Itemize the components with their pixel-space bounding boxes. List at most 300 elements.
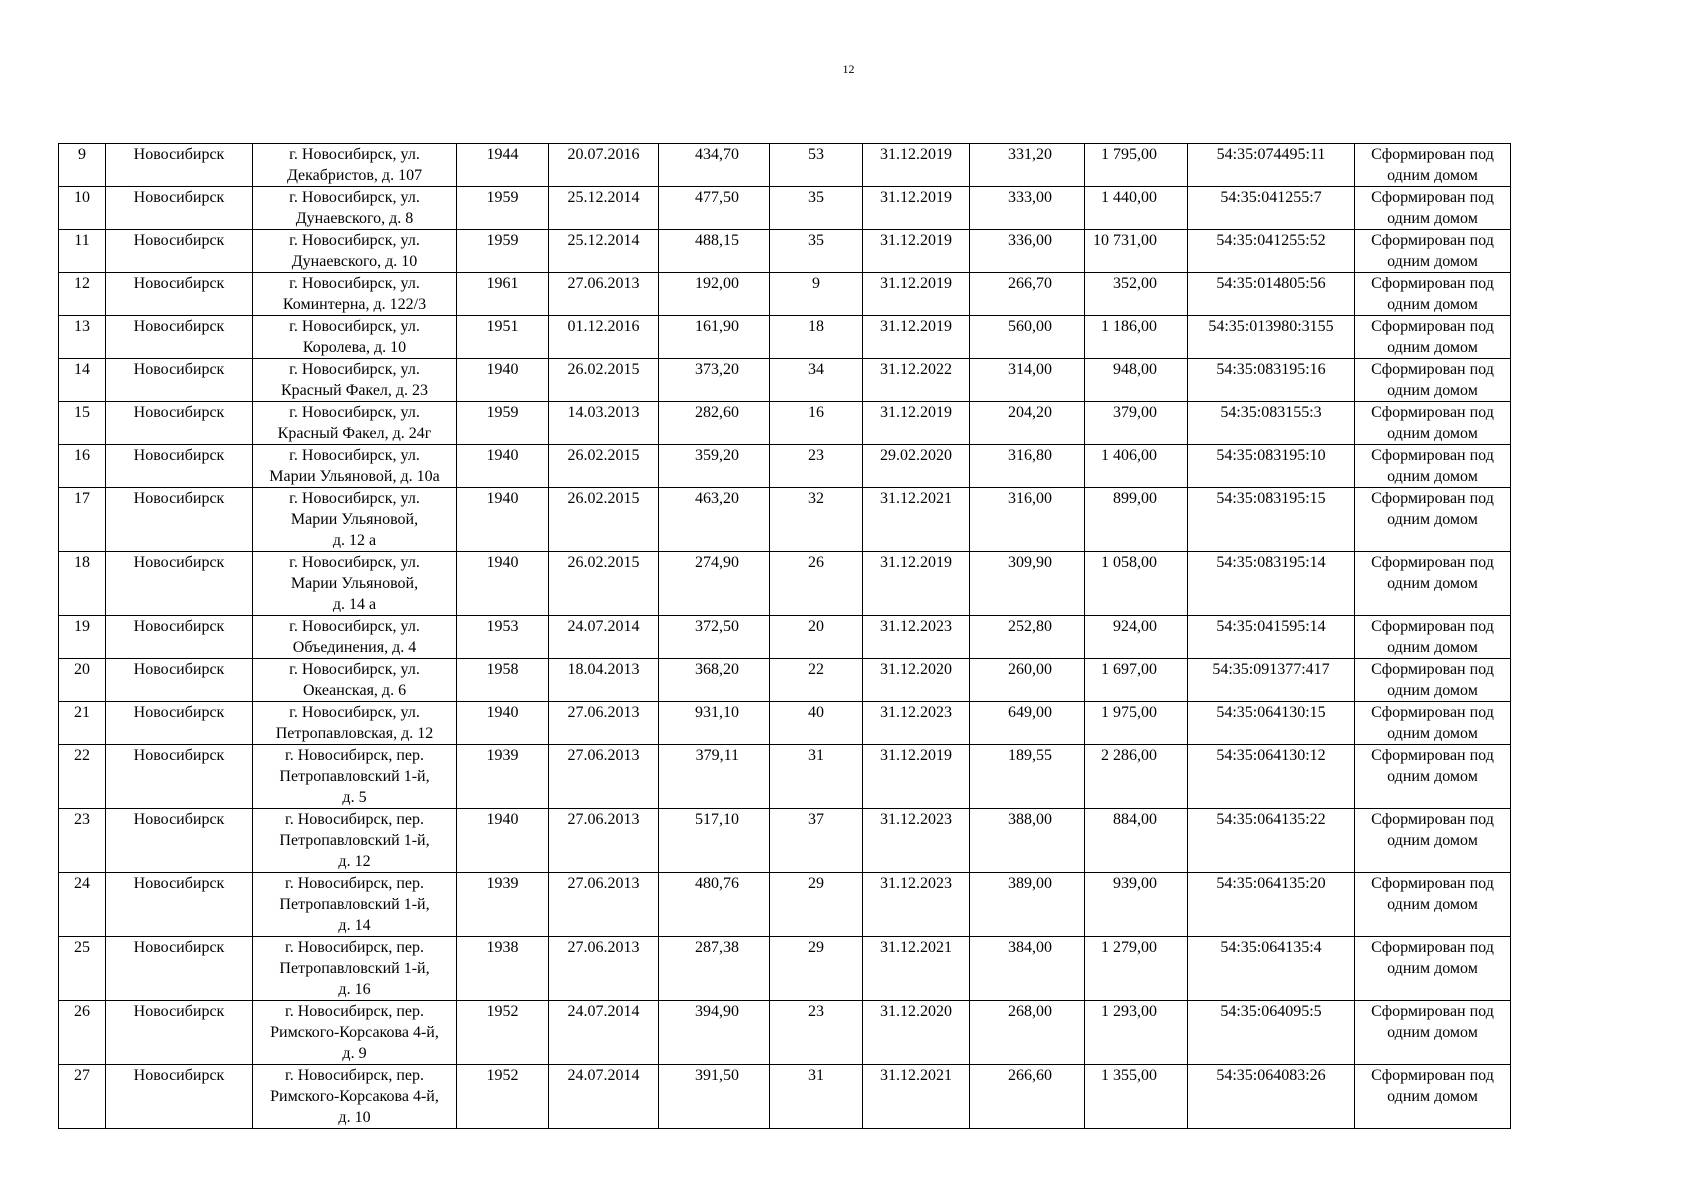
plot-area-cell: 884,00 xyxy=(1085,809,1188,873)
residents-cell: 9 xyxy=(770,273,863,316)
plot-area-cell: 948,00 xyxy=(1085,359,1188,402)
plot-area-cell: 1 440,00 xyxy=(1085,187,1188,230)
plot-status-cell xyxy=(1355,359,1511,402)
city-cell: Новосибирск xyxy=(106,144,253,187)
emergency-date-cell: 27.06.2013 xyxy=(549,873,659,937)
address-cell xyxy=(253,230,457,273)
plot-status-line: одним домом xyxy=(1387,339,1478,356)
living-area-cell: 266,70 xyxy=(970,273,1085,316)
year-built-cell: 1952 xyxy=(457,1065,549,1129)
residents-cell: 53 xyxy=(770,144,863,187)
plot-status-cell xyxy=(1355,552,1511,616)
address-line: г. Новосибирск, ул. xyxy=(289,232,420,249)
year-built-cell: 1951 xyxy=(457,316,549,359)
area-cell: 161,90 xyxy=(659,316,770,359)
address-line: Петропавловский 1-й, xyxy=(279,896,430,913)
plot-status-line: Сформирован под xyxy=(1371,618,1494,635)
plot-area-cell: 1 186,00 xyxy=(1085,316,1188,359)
area-cell: 488,15 xyxy=(659,230,770,273)
plot-status-cell xyxy=(1355,1065,1511,1129)
address-line: Дунаевского, д. 10 xyxy=(291,253,418,270)
row-number-cell: 22 xyxy=(59,745,106,809)
plot-status-line: Сформирован под xyxy=(1371,747,1494,764)
cadastral-number-cell: 54:35:074495:11 xyxy=(1188,144,1355,187)
address-line: Красный Факел, д. 24г xyxy=(277,425,432,442)
plot-status-cell xyxy=(1355,659,1511,702)
table-row xyxy=(59,316,1511,359)
plot-status-line: Сформирован под xyxy=(1371,875,1494,892)
address-line: Римского-Корсакова 4-й, xyxy=(270,1024,439,1041)
city-cell: Новосибирск xyxy=(106,809,253,873)
living-area-cell: 384,00 xyxy=(970,937,1085,1001)
row-number-cell: 14 xyxy=(59,359,106,402)
address-line: г. Новосибирск, ул. xyxy=(289,404,420,421)
plot-status-cell xyxy=(1355,702,1511,745)
resettlement-deadline-cell: 31.12.2019 xyxy=(863,552,970,616)
address-cell xyxy=(253,316,457,359)
address-line: г. Новосибирск, пер. xyxy=(284,1067,425,1084)
year-built-cell: 1940 xyxy=(457,702,549,745)
address-line: д. 14 а xyxy=(332,596,377,613)
address-cell xyxy=(253,359,457,402)
table-row xyxy=(59,1001,1511,1065)
address-line: д. 10 xyxy=(338,1109,371,1126)
resettlement-deadline-cell: 31.12.2020 xyxy=(863,659,970,702)
residents-cell: 35 xyxy=(770,187,863,230)
address-cell xyxy=(253,873,457,937)
area-cell: 282,60 xyxy=(659,402,770,445)
row-number-cell: 10 xyxy=(59,187,106,230)
living-area-cell: 336,00 xyxy=(970,230,1085,273)
plot-area-cell: 1 795,00 xyxy=(1085,144,1188,187)
emergency-date-cell: 26.02.2015 xyxy=(549,488,659,552)
plot-status-line: одним домом xyxy=(1387,511,1478,528)
cadastral-number-cell: 54:35:091377:417 xyxy=(1188,659,1355,702)
address-line: д. 12 а xyxy=(332,532,377,549)
table-row xyxy=(59,359,1511,402)
plot-status-cell xyxy=(1355,402,1511,445)
year-built-cell: 1959 xyxy=(457,230,549,273)
emergency-date-cell: 27.06.2013 xyxy=(549,702,659,745)
year-built-cell: 1940 xyxy=(457,488,549,552)
row-number-cell: 11 xyxy=(59,230,106,273)
city-cell: Новосибирск xyxy=(106,273,253,316)
year-built-cell: 1944 xyxy=(457,144,549,187)
living-area-cell: 252,80 xyxy=(970,616,1085,659)
resettlement-deadline-cell: 31.12.2022 xyxy=(863,359,970,402)
table-row xyxy=(59,402,1511,445)
address-cell xyxy=(253,1065,457,1129)
living-area-cell: 389,00 xyxy=(970,873,1085,937)
area-cell: 192,00 xyxy=(659,273,770,316)
residents-cell: 37 xyxy=(770,809,863,873)
emergency-date-cell: 18.04.2013 xyxy=(549,659,659,702)
living-area-cell: 266,60 xyxy=(970,1065,1085,1129)
living-area-cell: 309,90 xyxy=(970,552,1085,616)
address-line: д. 5 xyxy=(342,789,367,806)
address-cell xyxy=(253,187,457,230)
address-line: г. Новосибирск, ул. xyxy=(289,490,420,507)
residents-cell: 31 xyxy=(770,745,863,809)
emergency-date-cell: 24.07.2014 xyxy=(549,616,659,659)
plot-area-cell: 1 355,00 xyxy=(1085,1065,1188,1129)
cadastral-number-cell: 54:35:014805:56 xyxy=(1188,273,1355,316)
residents-cell: 34 xyxy=(770,359,863,402)
plot-status-line: Сформирован под xyxy=(1371,275,1494,292)
address-line: г. Новосибирск, ул. xyxy=(289,661,420,678)
residents-cell: 32 xyxy=(770,488,863,552)
resettlement-deadline-cell: 31.12.2019 xyxy=(863,745,970,809)
plot-area-cell: 1 293,00 xyxy=(1085,1001,1188,1065)
resettlement-deadline-cell: 31.12.2019 xyxy=(863,187,970,230)
plot-status-line: Сформирован под xyxy=(1371,490,1494,507)
plot-status-line: одним домом xyxy=(1387,382,1478,399)
area-cell: 368,20 xyxy=(659,659,770,702)
area-cell: 391,50 xyxy=(659,1065,770,1129)
year-built-cell: 1940 xyxy=(457,359,549,402)
emergency-date-cell: 20.07.2016 xyxy=(549,144,659,187)
plot-status-line: Сформирован под xyxy=(1371,232,1494,249)
city-cell: Новосибирск xyxy=(106,187,253,230)
resettlement-deadline-cell: 31.12.2021 xyxy=(863,1065,970,1129)
cadastral-number-cell: 54:35:064083:26 xyxy=(1188,1065,1355,1129)
year-built-cell: 1958 xyxy=(457,659,549,702)
resettlement-deadline-cell: 31.12.2021 xyxy=(863,488,970,552)
city-cell: Новосибирск xyxy=(106,445,253,488)
address-line: г. Новосибирск, пер. xyxy=(284,939,425,956)
cadastral-number-cell: 54:35:083195:16 xyxy=(1188,359,1355,402)
address-cell xyxy=(253,937,457,1001)
living-area-cell: 268,00 xyxy=(970,1001,1085,1065)
resettlement-deadline-cell: 31.12.2023 xyxy=(863,873,970,937)
plot-status-line: одним домом xyxy=(1387,768,1478,785)
row-number-cell: 26 xyxy=(59,1001,106,1065)
address-cell xyxy=(253,488,457,552)
plot-status-line: Сформирован под xyxy=(1371,1003,1494,1020)
residents-cell: 26 xyxy=(770,552,863,616)
city-cell: Новосибирск xyxy=(106,702,253,745)
table-row xyxy=(59,659,1511,702)
table-row xyxy=(59,873,1511,937)
cadastral-number-cell: 54:35:064135:4 xyxy=(1188,937,1355,1001)
cadastral-number-cell: 54:35:013980:3155 xyxy=(1188,316,1355,359)
address-line: г. Новосибирск, ул. xyxy=(289,554,420,571)
cadastral-number-cell: 54:35:083155:3 xyxy=(1188,402,1355,445)
living-area-cell: 189,55 xyxy=(970,745,1085,809)
address-cell xyxy=(253,745,457,809)
year-built-cell: 1959 xyxy=(457,187,549,230)
area-cell: 394,90 xyxy=(659,1001,770,1065)
address-line: Дунаевского, д. 8 xyxy=(295,210,414,227)
living-area-cell: 204,20 xyxy=(970,402,1085,445)
living-area-cell: 316,80 xyxy=(970,445,1085,488)
address-line: Королева, д. 10 xyxy=(302,339,407,356)
address-cell xyxy=(253,445,457,488)
address-cell xyxy=(253,144,457,187)
address-line: г. Новосибирск, ул. xyxy=(289,318,420,335)
row-number-cell: 13 xyxy=(59,316,106,359)
registry-body xyxy=(59,144,1511,1129)
city-cell: Новосибирск xyxy=(106,1065,253,1129)
cadastral-number-cell: 54:35:064130:12 xyxy=(1188,745,1355,809)
plot-status-line: Сформирован под xyxy=(1371,404,1494,421)
row-number-cell: 16 xyxy=(59,445,106,488)
emergency-date-cell: 14.03.2013 xyxy=(549,402,659,445)
resettlement-deadline-cell: 31.12.2021 xyxy=(863,937,970,1001)
address-line: г. Новосибирск, ул. xyxy=(289,618,420,635)
address-line: Красный Факел, д. 23 xyxy=(280,382,429,399)
plot-area-cell: 924,00 xyxy=(1085,616,1188,659)
address-line: г. Новосибирск, ул. xyxy=(289,704,420,721)
plot-area-cell: 939,00 xyxy=(1085,873,1188,937)
city-cell: Новосибирск xyxy=(106,873,253,937)
plot-status-cell xyxy=(1355,873,1511,937)
table-row xyxy=(59,1065,1511,1129)
address-cell xyxy=(253,402,457,445)
living-area-cell: 560,00 xyxy=(970,316,1085,359)
living-area-cell: 260,00 xyxy=(970,659,1085,702)
resettlement-deadline-cell: 31.12.2023 xyxy=(863,616,970,659)
plot-status-line: Сформирован под xyxy=(1371,704,1494,721)
address-line: д. 14 xyxy=(338,917,371,934)
address-line: Петропавловский 1-й, xyxy=(279,960,430,977)
emergency-date-cell: 01.12.2016 xyxy=(549,316,659,359)
address-line: г. Новосибирск, ул. xyxy=(289,189,420,206)
plot-status-line: одним домом xyxy=(1387,296,1478,313)
address-line: Коминтерна, д. 122/3 xyxy=(282,296,427,313)
plot-status-line: Сформирован под xyxy=(1371,146,1494,163)
plot-status-cell xyxy=(1355,937,1511,1001)
table-row xyxy=(59,445,1511,488)
plot-status-cell xyxy=(1355,316,1511,359)
plot-status-line: одним домом xyxy=(1387,253,1478,270)
address-cell xyxy=(253,1001,457,1065)
resettlement-deadline-cell: 31.12.2023 xyxy=(863,702,970,745)
city-cell: Новосибирск xyxy=(106,616,253,659)
emergency-date-cell: 27.06.2013 xyxy=(549,745,659,809)
plot-area-cell: 1 058,00 xyxy=(1085,552,1188,616)
address-line: г. Новосибирск, пер. xyxy=(284,811,425,828)
plot-status-line: Сформирован под xyxy=(1371,661,1494,678)
table-row xyxy=(59,273,1511,316)
plot-status-cell xyxy=(1355,809,1511,873)
row-number-cell: 21 xyxy=(59,702,106,745)
emergency-date-cell: 27.06.2013 xyxy=(549,273,659,316)
cadastral-number-cell: 54:35:083195:15 xyxy=(1188,488,1355,552)
address-line: д. 9 xyxy=(342,1045,367,1062)
cadastral-number-cell: 54:35:041595:14 xyxy=(1188,616,1355,659)
emergency-date-cell: 25.12.2014 xyxy=(549,230,659,273)
emergency-date-cell: 25.12.2014 xyxy=(549,187,659,230)
address-cell xyxy=(253,273,457,316)
plot-status-line: одним домом xyxy=(1387,167,1478,184)
plot-status-line: Сформирован под xyxy=(1371,447,1494,464)
residents-cell: 31 xyxy=(770,1065,863,1129)
cadastral-number-cell: 54:35:083195:14 xyxy=(1188,552,1355,616)
residents-cell: 23 xyxy=(770,445,863,488)
address-line: д. 16 xyxy=(338,981,371,998)
residents-cell: 22 xyxy=(770,659,863,702)
address-line: Римского-Корсакова 4-й, xyxy=(270,1088,439,1105)
year-built-cell: 1940 xyxy=(457,809,549,873)
resettlement-deadline-cell: 31.12.2019 xyxy=(863,230,970,273)
emergency-date-cell: 27.06.2013 xyxy=(549,809,659,873)
plot-status-line: одним домом xyxy=(1387,639,1478,656)
plot-status-line: Сформирован под xyxy=(1371,554,1494,571)
area-cell: 463,20 xyxy=(659,488,770,552)
resettlement-deadline-cell: 31.12.2020 xyxy=(863,1001,970,1065)
emergency-date-cell: 26.02.2015 xyxy=(549,359,659,402)
address-line: Океанская, д. 6 xyxy=(302,682,407,699)
year-built-cell: 1939 xyxy=(457,745,549,809)
year-built-cell: 1940 xyxy=(457,445,549,488)
plot-status-cell xyxy=(1355,230,1511,273)
area-cell: 379,11 xyxy=(659,745,770,809)
plot-status-line: одним домом xyxy=(1387,960,1478,977)
row-number-cell: 19 xyxy=(59,616,106,659)
plot-status-line: одним домом xyxy=(1387,575,1478,592)
city-cell: Новосибирск xyxy=(106,659,253,702)
living-area-cell: 316,00 xyxy=(970,488,1085,552)
address-line: г. Новосибирск, пер. xyxy=(284,1003,425,1020)
cadastral-number-cell: 54:35:064135:22 xyxy=(1188,809,1355,873)
table-row xyxy=(59,144,1511,187)
table-row xyxy=(59,937,1511,1001)
plot-status-line: одним домом xyxy=(1387,682,1478,699)
address-cell xyxy=(253,616,457,659)
table-row xyxy=(59,745,1511,809)
plot-status-cell xyxy=(1355,488,1511,552)
address-cell xyxy=(253,809,457,873)
address-cell xyxy=(253,702,457,745)
row-number-cell: 27 xyxy=(59,1065,106,1129)
row-number-cell: 18 xyxy=(59,552,106,616)
plot-status-cell xyxy=(1355,273,1511,316)
table-row xyxy=(59,488,1511,552)
plot-status-line: Сформирован под xyxy=(1371,189,1494,206)
resettlement-deadline-cell: 29.02.2020 xyxy=(863,445,970,488)
plot-status-line: одним домом xyxy=(1387,832,1478,849)
emergency-date-cell: 24.07.2014 xyxy=(549,1065,659,1129)
row-number-cell: 17 xyxy=(59,488,106,552)
address-line: Объединения, д. 4 xyxy=(292,639,417,656)
city-cell: Новосибирск xyxy=(106,230,253,273)
city-cell: Новосибирск xyxy=(106,552,253,616)
plot-status-line: одним домом xyxy=(1387,210,1478,227)
cadastral-number-cell: 54:35:083195:10 xyxy=(1188,445,1355,488)
plot-status-cell xyxy=(1355,144,1511,187)
resettlement-deadline-cell: 31.12.2019 xyxy=(863,273,970,316)
year-built-cell: 1961 xyxy=(457,273,549,316)
table-row xyxy=(59,702,1511,745)
cadastral-number-cell: 54:35:064095:5 xyxy=(1188,1001,1355,1065)
address-cell xyxy=(253,552,457,616)
plot-area-cell: 2 286,00 xyxy=(1085,745,1188,809)
address-line: г. Новосибирск, ул. xyxy=(289,275,420,292)
residents-cell: 29 xyxy=(770,937,863,1001)
plot-status-line: одним домом xyxy=(1387,425,1478,442)
row-number-cell: 25 xyxy=(59,937,106,1001)
row-number-cell: 23 xyxy=(59,809,106,873)
plot-status-line: Сформирован под xyxy=(1371,1067,1494,1084)
plot-status-cell xyxy=(1355,445,1511,488)
resettlement-deadline-cell: 31.12.2019 xyxy=(863,402,970,445)
city-cell: Новосибирск xyxy=(106,1001,253,1065)
address-line: Декабристов, д. 107 xyxy=(286,167,423,184)
residents-cell: 29 xyxy=(770,873,863,937)
plot-status-line: Сформирован под xyxy=(1371,361,1494,378)
year-built-cell: 1940 xyxy=(457,552,549,616)
living-area-cell: 331,20 xyxy=(970,144,1085,187)
year-built-cell: 1953 xyxy=(457,616,549,659)
plot-status-cell xyxy=(1355,1001,1511,1065)
address-line: г. Новосибирск, ул. xyxy=(289,447,420,464)
address-line: г. Новосибирск, ул. xyxy=(289,361,420,378)
residents-cell: 18 xyxy=(770,316,863,359)
cadastral-number-cell: 54:35:064135:20 xyxy=(1188,873,1355,937)
cadastral-number-cell: 54:35:064130:15 xyxy=(1188,702,1355,745)
table-row xyxy=(59,616,1511,659)
year-built-cell: 1939 xyxy=(457,873,549,937)
row-number-cell: 20 xyxy=(59,659,106,702)
row-number-cell: 12 xyxy=(59,273,106,316)
area-cell: 931,10 xyxy=(659,702,770,745)
address-cell xyxy=(253,659,457,702)
living-area-cell: 649,00 xyxy=(970,702,1085,745)
emergency-date-cell: 27.06.2013 xyxy=(549,937,659,1001)
address-line: г. Новосибирск, пер. xyxy=(284,875,425,892)
residents-cell: 40 xyxy=(770,702,863,745)
plot-status-line: одним домом xyxy=(1387,1024,1478,1041)
plot-area-cell: 1 279,00 xyxy=(1085,937,1188,1001)
area-cell: 480,76 xyxy=(659,873,770,937)
row-number-cell: 15 xyxy=(59,402,106,445)
plot-status-cell xyxy=(1355,616,1511,659)
page-number: 12 xyxy=(842,62,855,76)
resettlement-deadline-cell: 31.12.2019 xyxy=(863,144,970,187)
address-line: д. 12 xyxy=(338,853,371,870)
living-area-cell: 314,00 xyxy=(970,359,1085,402)
area-cell: 517,10 xyxy=(659,809,770,873)
year-built-cell: 1959 xyxy=(457,402,549,445)
city-cell: Новосибирск xyxy=(106,402,253,445)
city-cell: Новосибирск xyxy=(106,488,253,552)
address-line: Петропавловская, д. 12 xyxy=(275,725,434,742)
address-line: Петропавловский 1-й, xyxy=(279,832,430,849)
emergency-date-cell: 24.07.2014 xyxy=(549,1001,659,1065)
area-cell: 477,50 xyxy=(659,187,770,230)
plot-status-line: Сформирован под xyxy=(1371,811,1494,828)
address-line: Марии Ульяновой, xyxy=(290,511,419,528)
table-row xyxy=(59,552,1511,616)
address-line: Марии Ульяновой, д. 10а xyxy=(269,468,440,485)
residents-cell: 35 xyxy=(770,230,863,273)
city-cell: Новосибирск xyxy=(106,359,253,402)
address-line: г. Новосибирск, ул. xyxy=(289,146,420,163)
cadastral-number-cell: 54:35:041255:7 xyxy=(1188,187,1355,230)
plot-area-cell: 379,00 xyxy=(1085,402,1188,445)
city-cell: Новосибирск xyxy=(106,316,253,359)
year-built-cell: 1938 xyxy=(457,937,549,1001)
area-cell: 359,20 xyxy=(659,445,770,488)
plot-status-line: Сформирован под xyxy=(1371,318,1494,335)
row-number-cell: 9 xyxy=(59,144,106,187)
residents-cell: 16 xyxy=(770,402,863,445)
plot-status-line: одним домом xyxy=(1387,896,1478,913)
table-row xyxy=(59,809,1511,873)
plot-status-cell xyxy=(1355,187,1511,230)
residents-cell: 23 xyxy=(770,1001,863,1065)
